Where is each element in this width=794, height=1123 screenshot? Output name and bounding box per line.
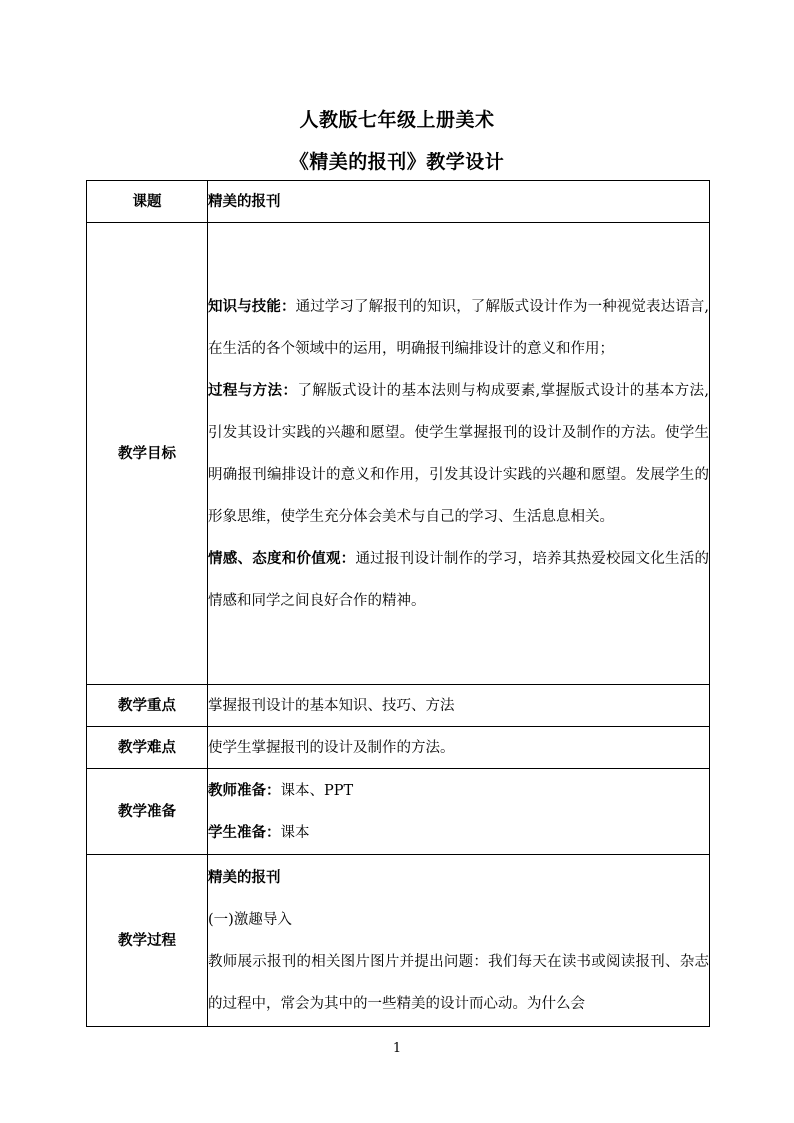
teacher-prep-label: 教师准备：	[208, 781, 281, 799]
lesson-plan-table	[86, 180, 710, 1027]
key-points-row	[87, 685, 710, 727]
objective-knowledge	[208, 286, 709, 370]
topic-value: 精美的报刊	[208, 192, 281, 210]
emotion-text: 通过报刊设计制作的学习，培养其热爱校园文化生活的情感和同学之间良好合作的精神。	[208, 550, 710, 609]
teacher-preparation	[208, 770, 709, 812]
key-points-value: 掌握报刊设计的基本知识、技巧、方法	[208, 685, 710, 727]
document-title: 人教版七年级上册美术	[299, 109, 495, 131]
topic-label: 课题	[87, 181, 208, 223]
preparation-row	[87, 769, 710, 855]
student-prep-label: 学生准备：	[208, 823, 281, 841]
objectives-row	[87, 223, 710, 685]
preparation-label: 教学准备	[87, 769, 208, 855]
knowledge-text: 通过学习了解报刊的知识，了解版式设计作为一种视觉表达语言,在生活的各个领域中的运用，明确报刊编排设计的意义和作用；	[208, 298, 710, 357]
emotion-label: 情感、态度和价值观：	[208, 549, 356, 567]
difficulties-value: 使学生掌握报刊的设计及制作的方法。	[208, 727, 710, 769]
process-label: 过程与方法：	[208, 381, 298, 399]
process-cell	[208, 855, 710, 1027]
document-subtitle: 《精美的报刊》教学设计	[289, 151, 505, 173]
preparation-cell	[208, 769, 710, 855]
key-points-label: 教学重点	[87, 685, 208, 727]
process-text: 教师展示报刊的相关图片图片并提出问题：我们每天在读书或阅读报刊、杂志的过程中，常会为其中的一些精美的设计而心动。为什么会	[208, 953, 709, 1012]
difficulties-row	[87, 727, 710, 769]
process-section: (一)激趣导入	[208, 911, 292, 928]
student-prep-value: 课本	[280, 824, 310, 841]
process-row-label: 教学过程	[87, 855, 208, 1027]
process-heading-text: 精美的报刊	[208, 868, 281, 886]
objective-process	[208, 370, 709, 538]
difficulties-label: 教学难点	[87, 727, 208, 769]
process-row	[87, 855, 710, 1027]
knowledge-label: 知识与技能：	[208, 297, 296, 315]
objectives-cell	[208, 223, 710, 685]
page-number: 1	[392, 1041, 402, 1056]
objectives-label: 教学目标	[87, 223, 208, 685]
student-preparation	[208, 812, 709, 854]
process-text: 了解版式设计的基本法则与构成要素,掌握版式设计的基本方法,引发其设计实践的兴趣和愿望。使学生掌握报刊的设计及制作的方法。使学生明确报刊编排设计的意义和作用，引发其设计实践的兴趣和愿望。发展学生的形象思维，使学生充分体会美术与自己的学习、生活息息相关。	[208, 382, 709, 525]
topic-row	[87, 181, 710, 223]
topic-cell	[208, 181, 710, 223]
process-heading	[208, 857, 709, 899]
objective-emotion	[208, 538, 709, 622]
teacher-prep-value: 课本、PPT	[280, 782, 354, 799]
